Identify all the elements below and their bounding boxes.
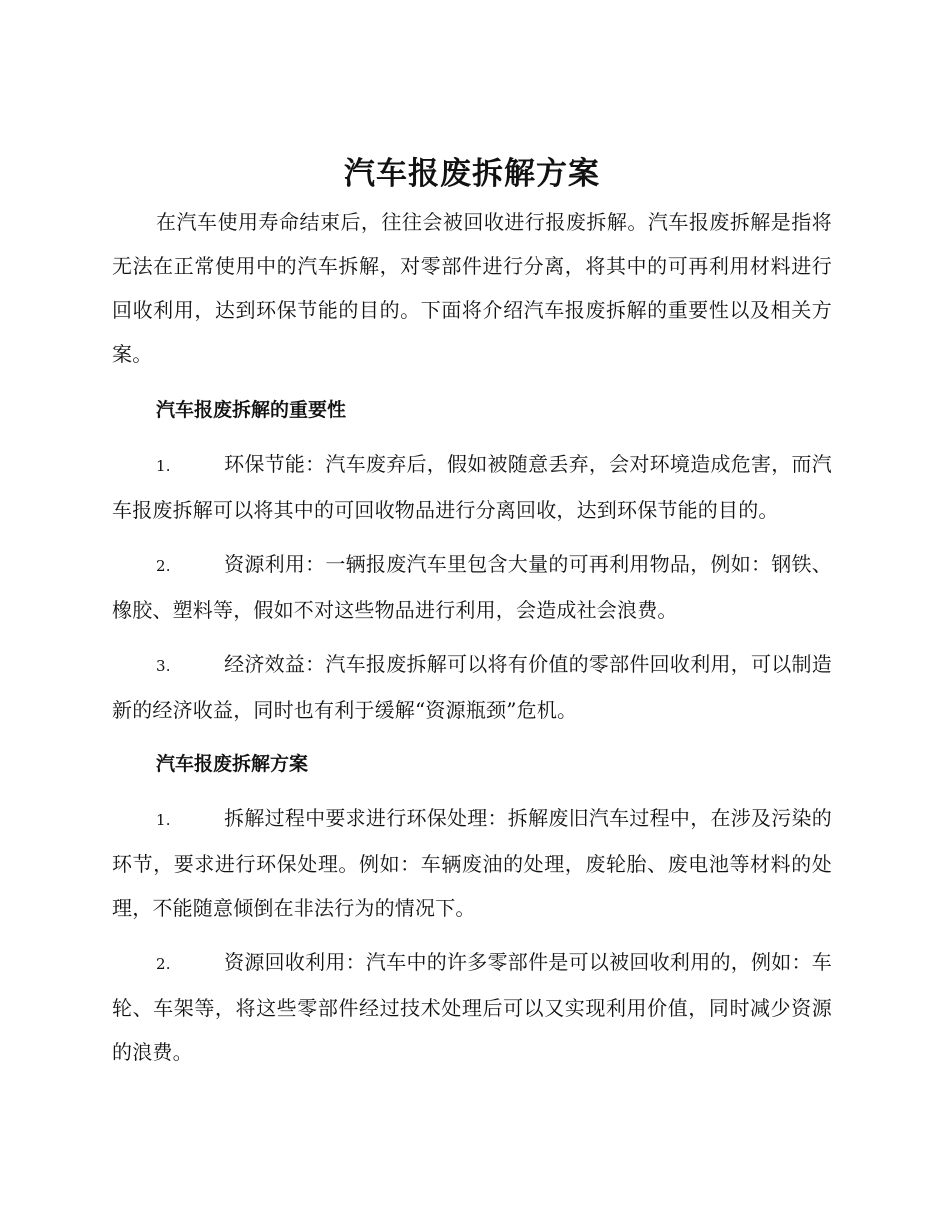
list-item: [112, 940, 832, 1074]
list-item-text: 经济效益：汽车报废拆解可以将有价值的零部件回收利用，可以制造新的经济收益，同时也有利于缓解“资源瓶颈”危机。: [112, 652, 832, 722]
list-item-text: 资源回收利用：汽车中的许多零部件是可以被回收利用的，例如：车轮、车架等，将这些零部件经过技术处理后可以又实现利用价值，同时减少资源的浪费。: [112, 950, 832, 1064]
list-number: 2.: [156, 955, 171, 973]
list-number: 2.: [156, 557, 171, 575]
list-item-text: 环保节能：汽车废弃后，假如被随意丢弃，会对环境造成危害，而汽车报废拆解可以将其中的可回收物品进行分离回收，达到环保节能的目的。: [112, 452, 832, 522]
document-title: 汽车报废拆解方案: [344, 156, 600, 192]
list-item: [112, 642, 832, 732]
list-item: [112, 442, 832, 532]
list-number: 1.: [156, 457, 171, 475]
list-item: [112, 542, 832, 632]
list-number: 3.: [156, 657, 171, 675]
list-item-text: 拆解过程中要求进行环保处理：拆解废旧汽车过程中，在涉及污染的环节，要求进行环保处理。例如：车辆废油的处理，废轮胎、废电池等材料的处理，不能随意倾倒在非法行为的情况下。: [112, 806, 832, 920]
list-item: [112, 796, 832, 930]
section-heading-plan: 汽车报废拆解方案: [156, 753, 309, 775]
document-page: [112, 148, 832, 1084]
intro-paragraph: 在汽车使用寿命结束后，往往会被回收进行报废拆解。汽车报废拆解是指将无法在正常使用中的汽车拆解，对零部件进行分离，将其中的可再利用材料进行回收利用，达到环保节能的目的。下面将介绍汽车报废拆解的重要性以及相关方案。: [112, 210, 832, 366]
list-number: 1.: [156, 811, 171, 829]
section-heading-importance: 汽车报废拆解的重要性: [156, 399, 347, 421]
list-item-text: 资源利用：一辆报废汽车里包含大量的可再利用物品，例如：钢铁、橡胶、塑料等，假如不对这些物品进行利用，会造成社会浪费。: [112, 552, 832, 622]
